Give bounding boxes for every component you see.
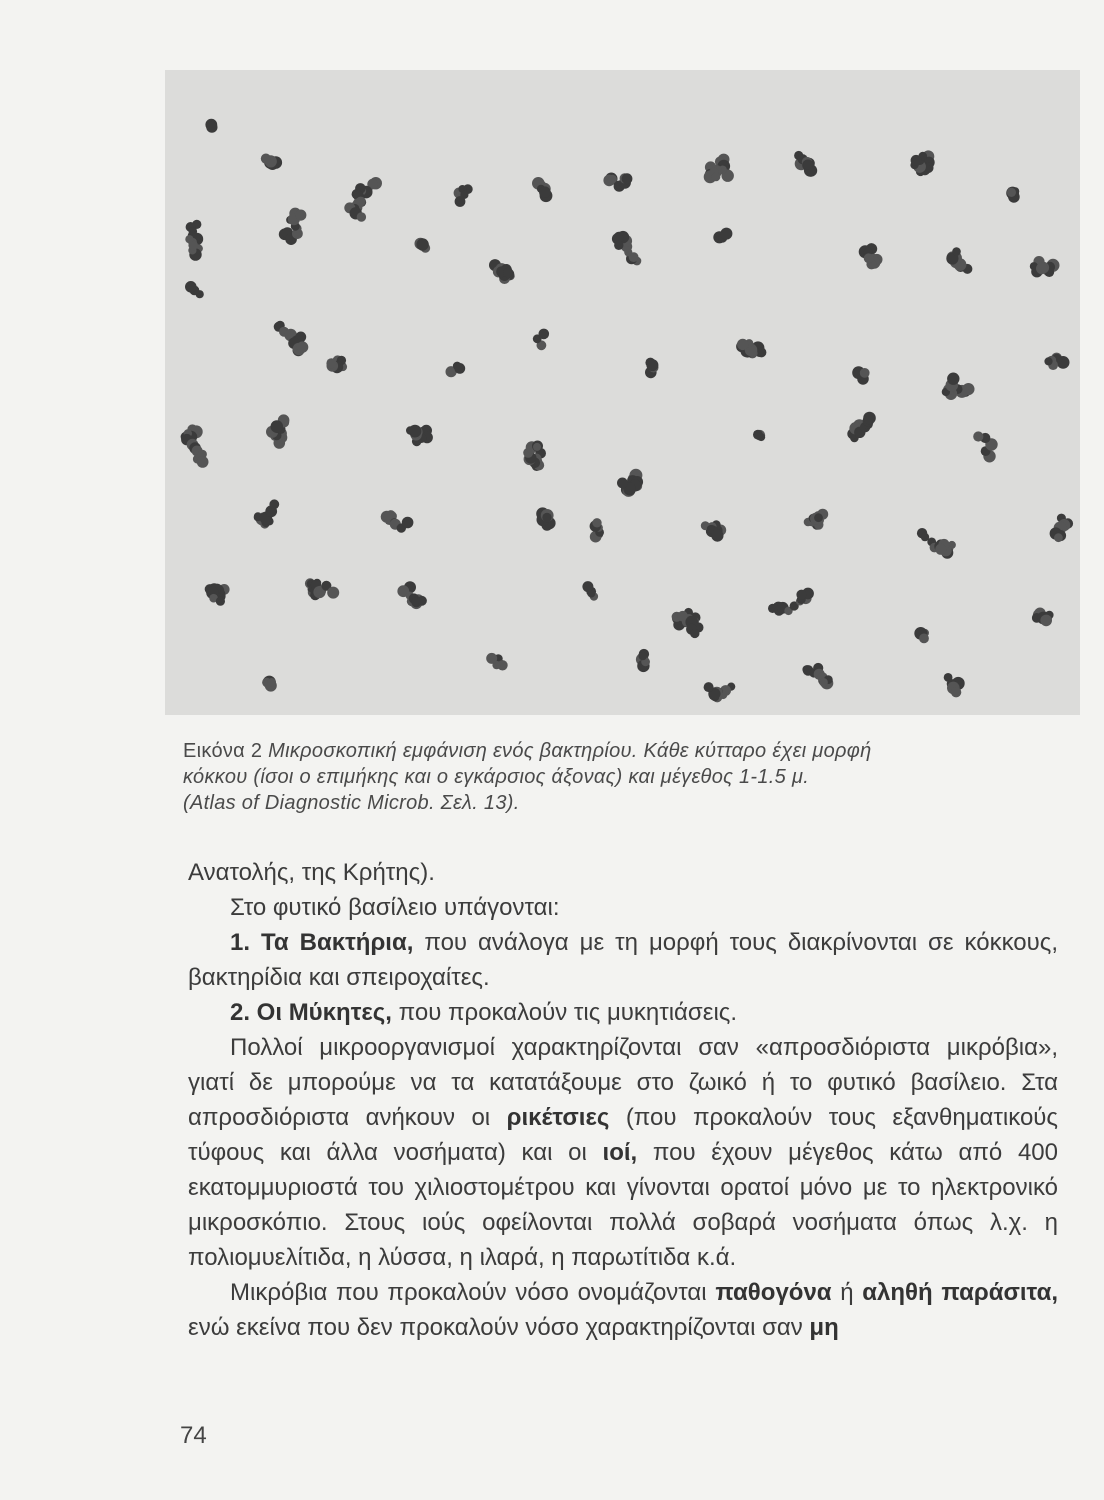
coccus-cell [711,530,723,542]
coccus-cell [720,228,732,240]
caption-line-2: κόκκου (ίσοι ο επιμήκης και ο εγκάρσιος άξονας) και μέγεθος 1-1.5 μ. [183,766,810,788]
coccus-cell [860,368,870,378]
coccus-cell [1007,188,1016,197]
coccus-cell [197,456,209,468]
coccus-cell [542,513,551,522]
coccus-cell [271,420,284,433]
paragraph-6: Μικρόβια που προκαλούν νόσο ονομάζονται παθογόνα ή αληθή παράσιτα, ενώ εκείνα που δεν προκαλούν νόσο χαρακτηρίζονται σαν μη [188,1279,1058,1341]
coccus-cell [327,587,339,599]
coccus-cell [712,173,721,182]
paragraph-5: Πολλοί μικροοργανισμοί χαρακτηρίζονται σαν «απροσδιόριστα μικρόβια», γιατί δε μπορούμε να τα κατατάξουμε στο ζωικό ή το φυτικό βασίλειο. Στα απροσδιόριστα ανήκουν οι ρικέτσιες (που προκαλούν τους εξανθηματικούς τύφους και άλλα νοσήματα) και οι ιοί, που έχουν μέγεθος κάτω από 400 εκατομμυριοστά του χιλιοστομέτρου και γίνονται ορατοί μόνο με το ηλεκτρονικό μικροσκόπιο. Στους ιούς οφείλονται πολλά σοβαρά νοσήματα όπως λ.χ. η πολιομυελίτιδα, η λύσσα, η ιλαρά, η παρωτίτιδα κ.ά. [188,1034,1058,1271]
coccus-cell [614,241,623,250]
coccus-cell [1040,615,1052,627]
paragraph-2: Στο φυτικό βασίλειο υπάγονται: [230,894,560,921]
bacteria-micrograph-image [165,70,1080,715]
coccus-cell [357,212,366,221]
coccus-cell [402,517,414,529]
paragraph-4: 2. Οι Μύκητες, που προκαλούν τις μυκητιάσεις. [230,999,738,1026]
coccus-cell [1044,357,1052,365]
coccus-cell [486,653,497,664]
coccus-cell [947,373,959,385]
coccus-cell [582,581,593,592]
coccus-cell [455,196,466,207]
coccus-cell [819,678,828,687]
coccus-cell [737,339,748,350]
coccus-cell [704,682,714,692]
caption-line-1: Εικόνα 2 Μικροσκοπική εμφάνιση ενός βακτηρίου. Κάθε κύτταρο έχει μορφή [183,740,872,762]
coccus-cell [622,173,633,184]
coccus-cell [269,499,279,509]
coccus-cell [617,478,628,489]
paragraph-1: Ανατολής, της Κρήτης). [188,859,435,886]
coccus-cell [796,590,806,600]
coccus-cell [646,359,658,371]
body-text [188,855,1058,1345]
paragraph-3: 1. Τα Βακτήρια, που ανάλογα με τη μορφή τους διακρίνονται σε κόκκους, βακτηρίδια και σπειροχαίτες. [188,929,1059,991]
coccus-cell [592,518,601,527]
coccus-cell [753,430,763,440]
coccus-cell [295,210,306,221]
micrograph-svg [165,70,1080,715]
coccus-cell [911,155,922,166]
coccus-cell [206,122,217,133]
coccus-cell [539,329,550,340]
coccus-cell [261,154,271,164]
caption-line-3: (Atlas of Diagnostic Microb. Σελ. 13). [183,792,520,814]
coccus-cell [409,425,422,438]
coccus-cell [864,253,874,263]
coccus-cell [533,443,541,451]
coccus-cell [417,596,427,606]
coccus-cell [297,341,308,352]
coccus-cell [690,629,699,638]
coccus-cell [185,281,197,293]
coccus-cell [814,513,823,522]
coccus-cell [919,634,929,644]
coccus-cell [639,652,647,660]
coccus-cell [416,238,428,250]
coccus-cell [503,268,513,278]
coccus-cell [935,544,946,555]
coccus-cell [267,678,276,687]
coccus-cell [1054,533,1063,542]
coccus-cell [185,235,193,243]
page-number: 74 [180,1422,207,1449]
coccus-cell [951,687,961,697]
coccus-cell [384,511,393,520]
coccus-cell [539,186,551,198]
coccus-cell [326,358,336,368]
coccus-cell [803,160,813,170]
coccus-cell [973,431,983,441]
coccus-cell [1036,263,1047,274]
coccus-cell [454,363,465,374]
figure-caption [183,738,1063,816]
coccus-cell [863,412,876,425]
coccus-cell [216,597,225,606]
coccus-cell [952,247,961,256]
